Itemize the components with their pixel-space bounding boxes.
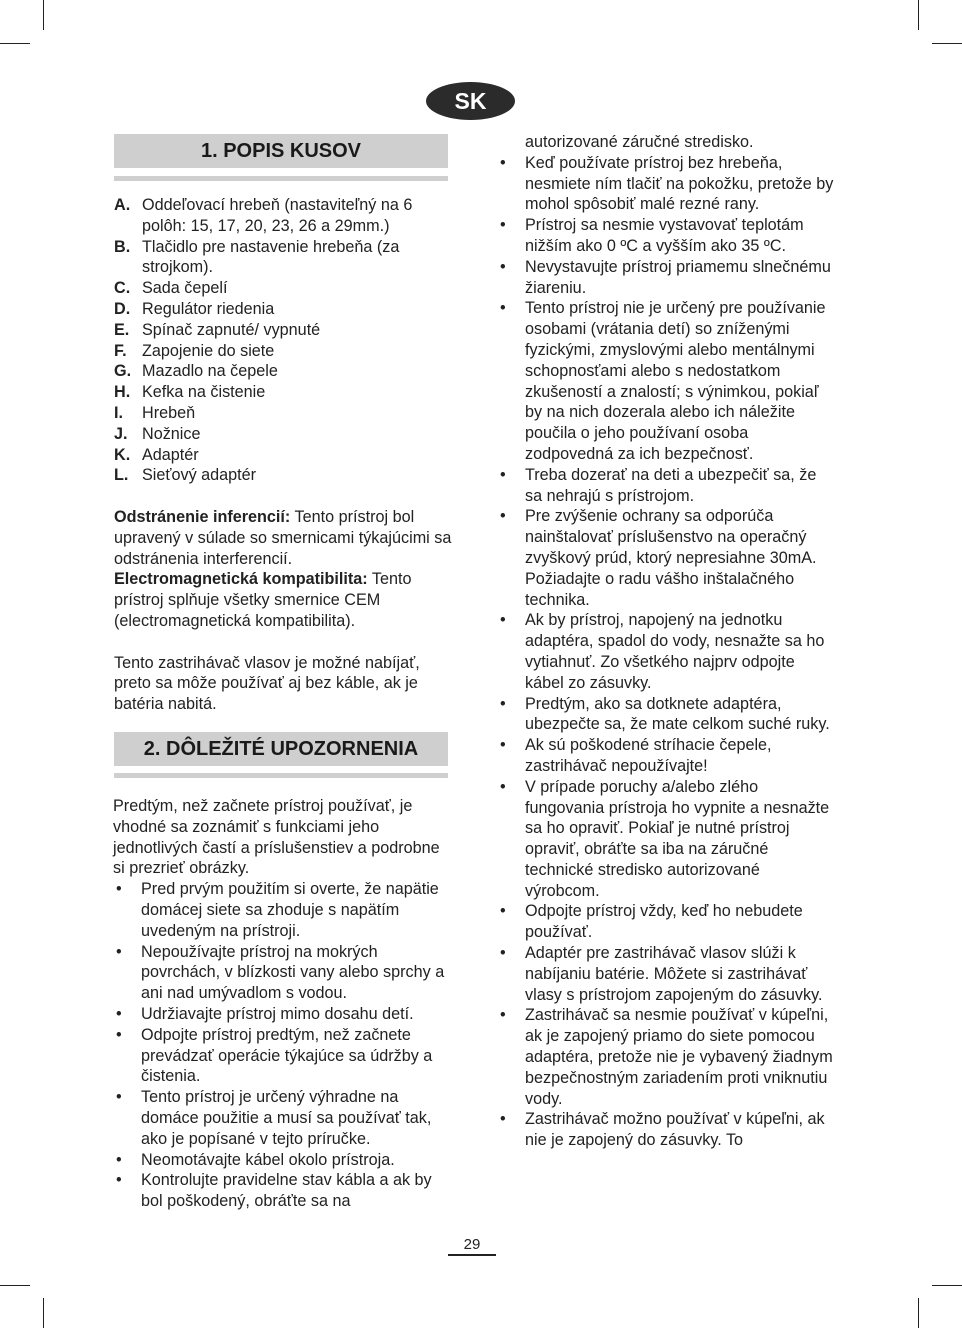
part-letter: I.	[114, 403, 123, 422]
warning-item: • Udržiavajte prístroj mimo dosahu detí.	[113, 1004, 453, 1025]
part-text: Oddeľovací hrebeň (nastaviteľný na 6 polôh: 15, 17, 20, 23, 26 a 29mm.)	[142, 196, 413, 235]
page-number: 29	[463, 1236, 481, 1253]
part-text: Sieťový adaptér	[142, 466, 257, 485]
part-item	[114, 361, 454, 382]
crop-mark	[0, 43, 30, 44]
warning-item: • Ak sú poškodené stríhacie čepele, zastrihávač nepoužívajte!	[497, 735, 835, 777]
part-letter: A.	[114, 196, 131, 214]
warning-item: • V prípade poruchy a/alebo zlého fungovania prístroja ho vypnite a nesnažte sa ho opraviť. Pokiaľ je nutné prístroj opraviť, obráťte sa iba na záručné technické stredisko autorizované výrobcom.	[497, 777, 835, 902]
crop-mark	[932, 43, 962, 44]
part-letter: C.	[114, 279, 131, 298]
part-text: Mazadlo na čepele	[142, 362, 278, 381]
part-letter: D.	[114, 299, 131, 318]
part-letter: K.	[114, 445, 131, 464]
part-item	[114, 237, 454, 279]
warning-item: • Zastrihávač sa nesmie používať v kúpeľni, ak je zapojený priamo do siete pomocou adaptéra, pretože nie je vybavený žiadnym bezpečnostným zariadením proti vniknutiu vody.	[497, 1005, 835, 1109]
part-item	[114, 382, 454, 403]
warning-item: • Tento prístroj je určený výhradne na domáce použitie a musí sa používať tak, ako je popísané v tejto príručke.	[113, 1087, 453, 1149]
parts-list	[114, 195, 454, 486]
crop-mark	[43, 1298, 44, 1328]
section-2-rule	[114, 773, 448, 778]
part-item	[114, 195, 454, 237]
crop-mark	[43, 0, 44, 30]
crop-mark	[0, 1285, 30, 1286]
part-item	[114, 465, 454, 486]
part-letter: J.	[114, 424, 128, 443]
part-letter: E.	[114, 320, 130, 339]
part-letter: F.	[114, 341, 127, 360]
part-text: Hrebeň	[142, 403, 196, 422]
warnings-intro: Predtým, než začnete prístroj používať, je vhodné sa zoznámiť s funkciami jeho jednotlivých častí a príslušenstiev a podrobne si prezrieť obrázky.	[113, 797, 440, 878]
warning-item: • Neomotávajte kábel okolo prístroja.	[113, 1150, 453, 1171]
crop-mark	[918, 1298, 919, 1328]
crop-mark	[918, 0, 919, 30]
part-text: Nožnice	[142, 424, 201, 443]
warning-item: • Odpojte prístroj predtým, než začnete prevádzať operácie týkajúce sa údržby a čistenia.	[113, 1025, 453, 1087]
part-item	[114, 320, 454, 341]
page-number-rule	[448, 1254, 496, 1256]
part-text: Spínač zapnuté/ vypnuté	[142, 320, 321, 339]
part-item	[114, 445, 454, 466]
part-letter: L.	[114, 466, 129, 485]
warning-item: • Keď používate prístroj bez hrebeňa, nesmiete ním tlačiť na pokožku, pretože by mohol spôsobiť malé rezné rany.	[497, 153, 835, 215]
part-text: Kefka na čistenie	[142, 383, 266, 402]
part-item	[114, 299, 454, 320]
interference-paragraph	[114, 507, 454, 569]
section-1-title: 1. POPIS KUSOV	[114, 134, 448, 168]
emc-label: Electromagnetická kompatibilita:	[114, 570, 368, 589]
part-text: Tlačidlo pre nastavenie hrebeňa (za strojkom).	[142, 237, 400, 277]
warning-item: • Odpojte prístroj vždy, keď ho nebudete používať.	[497, 901, 835, 943]
warning-item: • Pred prvým použitím si overte, že napätie domácej siete sa zhoduje s napätím uvedeným na prístroji.	[113, 879, 453, 941]
warnings-list-right	[497, 153, 835, 1151]
part-item	[114, 403, 454, 424]
section-2-title: 2. DÔLEŽITÉ UPOZORNENIA	[114, 732, 448, 766]
part-letter: G.	[114, 362, 132, 381]
part-item	[114, 278, 454, 299]
part-letter: H.	[114, 383, 131, 402]
part-text: Zapojenie do siete	[142, 341, 275, 360]
warning-item: • Nevystavujte prístroj priamemu slnečnému žiareniu.	[497, 257, 835, 299]
section-2-left	[113, 796, 453, 1212]
warning-item: • Treba dozerať na deti a ubezpečiť sa, že sa nehrajú s prístrojom.	[497, 465, 835, 507]
charging-paragraph: Tento zastrihávač vlasov je možné nabíjať, preto sa môže používať aj bez káble, ak je batéria nabitá.	[114, 653, 420, 714]
warning-item: • Ak by prístroj, napojený na jednotku adaptéra, spadol do vody, nesnažte sa ho vytiahnuť. Zo všetkého najprv odpojte kábel zo zásuvky.	[497, 610, 835, 693]
warning-item: • Prístroj sa nesmie vystavovať teplotám nižším ako 0 ºC a vyšším ako 35 ºC.	[497, 215, 835, 257]
warning-item: • Adaptér pre zastrihávač vlasov slúži k nabíjaniu batérie. Môžete si zastrihávať vlasy s prístrojom zapojeným do zásuvky.	[497, 943, 835, 1005]
emc-text: Tento prístroj splňuje všetky smernice CEM (electromagnetická kompatibilita).	[114, 570, 412, 630]
part-item	[114, 341, 454, 362]
crop-mark	[932, 1285, 962, 1286]
warning-item: • Pre zvýšenie ochrany sa odporúča nainštalovať príslušenstvo na operačný zvyškový prúd, ktorý nepresiahne 30mA. Požiadajte o radu vášho inštalačného technika.	[497, 506, 835, 610]
section-2-right	[497, 132, 835, 1151]
part-text: Regulátor riedenia	[142, 299, 275, 318]
part-letter: B.	[114, 237, 131, 256]
warning-item: • Nepoužívajte prístroj na mokrých povrchách, v blízkosti vany alebo sprchy a ani nad umývadlom s vodou.	[113, 942, 453, 1004]
section-1-body	[114, 195, 454, 715]
warning-item: • Kontrolujte pravidelne stav kábla a ak by bol poškodený, obráťte sa na	[113, 1170, 453, 1212]
continuation-text: autorizované záručné stredisko.	[525, 133, 754, 151]
language-badge: SK	[426, 82, 515, 120]
warning-item: • Predtým, ako sa dotknete adaptéra, ubezpečte sa, že mate celkom suché ruky.	[497, 694, 835, 736]
emc-paragraph	[114, 569, 454, 631]
warning-item: • Tento prístroj nie je určený pre používanie osobami (vrátania detí) so zníženými fyzickými, zmyslovými alebo mentálnymi schopnosťami alebo s nedostatkom zkušeností a znalostí; s výnimkou, pokiaľ by na nich dozerala alebo ich náležite poučila o jeho používaní osoba zodpovedná za ich bezpečnosť.	[497, 298, 835, 464]
part-item	[114, 424, 454, 445]
section-1-rule	[114, 176, 448, 181]
interference-text: Tento prístroj bol upravený v súlade so smernicami týkajúcimi sa odstránenia interferencií.	[114, 507, 452, 568]
warnings-list-left	[113, 879, 453, 1212]
interference-label: Odstránenie inferencií:	[114, 507, 291, 526]
part-text: Adaptér	[142, 445, 199, 464]
part-text: Sada čepelí	[142, 279, 228, 298]
warning-item: • Zastrihávač možno používať v kúpeľni, ak nie je zapojený do zásuvky. To	[497, 1109, 835, 1151]
